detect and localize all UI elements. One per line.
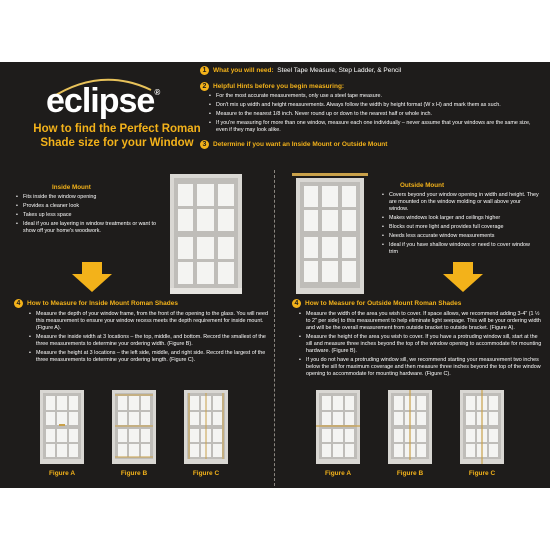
outside-figure-c-window-icon [460,390,504,464]
inside-measure-section [14,299,269,366]
inside-figure-c-window-icon [184,390,228,464]
hint-item: • For the most accurate measurements, only use a steel tape measure. [216,93,540,100]
list-item: • Blocks out more light and provides full coverage [389,224,540,231]
mount-divider [274,170,276,486]
list-item: • Ideal if you have shallow windows or need to cover window trim [389,242,540,256]
inside-mount-panel [14,184,164,237]
outside-figure-a-window-icon [316,390,360,464]
outside-mount-window-icon [292,170,368,294]
brand-logo: eclipse® [46,82,160,120]
list-item: • Measure the inside width at 3 locations – the top, middle, and bottom. Record the smallest of the three measurements to determine your ordering width. (Figure B). [36,334,269,348]
list-item: • Covers beyond your window opening in width and height. They are mounted on the window molding or wall above your window. [389,192,540,213]
page-headline: How to find the Perfect Roman Shade size for your Window [33,123,201,149]
inside-measure-title: 4 How to Measure for Inside Mount Roman Shades [14,299,269,308]
hint-item: • Measure to the nearest 1/8 inch. Never round up or down to the nearest half or whole inch. [216,111,540,118]
figure-label: Figure C [192,470,220,477]
hint-item: • If you're measuring for more than one window, measure each one individually – never assume that your windows are the same size, even if they may look alike. [216,120,540,134]
step-2-hints [200,82,540,136]
step-1-header: 1 What you will need: Steel Tape Measure, Step Ladder, & Pencil [200,66,401,75]
hint-item: • Don't mix up width and height measurements. Always follow the width by height format (W x H) and mark them as such. [216,102,540,109]
list-item: • Measure the depth of your window frame, from the front of the opening to the glass. You will need this measurement to ensure your window recess meets the depth requirement for inside mount. (Figure A). [36,311,269,332]
arrow-down-icon [72,262,112,292]
step-2-header: 2 Helpful Hints before you begin measuring: [200,82,540,91]
list-item: • Fits inside the window opening [23,194,164,201]
list-item: • Measure the width of the area you wish to cover. If space allows, we recommend adding 3-4" (1 ½ to 2" per side) to this measurement to help eliminate light seepage. This will be your ordering width and will be the overall measurement from outside bracket to outside bracket. (Figure A). [306,311,544,332]
outside-measure-title: 4 How to Measure for Outside Mount Roman Shades [292,299,544,308]
outside-measure-section [292,299,544,380]
figure-label: Figure B [120,470,148,477]
list-item: • Takes up less space [23,212,164,219]
inside-figure-a-window-icon [40,390,84,464]
outside-mount-title: Outside Mount [400,182,445,189]
step-number-badge: 1 [200,66,209,75]
figure-label: Figure A [48,470,76,477]
figure-label: Figure C [468,470,496,477]
outside-figure-b-window-icon [388,390,432,464]
arrow-down-icon [443,262,483,292]
figure-label: Figure B [396,470,424,477]
inside-mount-window-icon [170,174,242,294]
inside-mount-title: Inside Mount [52,184,91,191]
list-item: • Makes windows look larger and ceilings higher [389,215,540,222]
instruction-poster [0,62,550,488]
figure-label: Figure A [324,470,352,477]
list-item: • If you do not have a protruding window sill, we recommend starting your measurement two inches below the sill for maximum coverage and then measure three inches beyond the top of the window opening to accommodate for mounting hardware. (Figure C). [306,357,544,378]
list-item: • Measure the height at 3 locations – the left side, middle, and right side. Record the largest of the three measurements to determine your ordering length. (Figure C). [36,350,269,364]
list-item: • Ideal if you are layering in window treatments or want to show off your home's woodwork. [23,221,164,235]
list-item: • Needs less accurate window measurements [389,233,540,240]
list-item: • Measure the height of the area you wish to cover. If you have a protruding window sill, start at the sill and measure three inches beyond the top of the window opening to accommodate for mounting hardware. (Figure B). [306,334,544,355]
list-item: • Provides a cleaner look [23,203,164,210]
outside-mount-panel [380,182,540,258]
step-3-header: 3 Determine if you want an Inside Mount or Outside Mount [200,140,387,149]
inside-figure-b-window-icon [112,390,156,464]
